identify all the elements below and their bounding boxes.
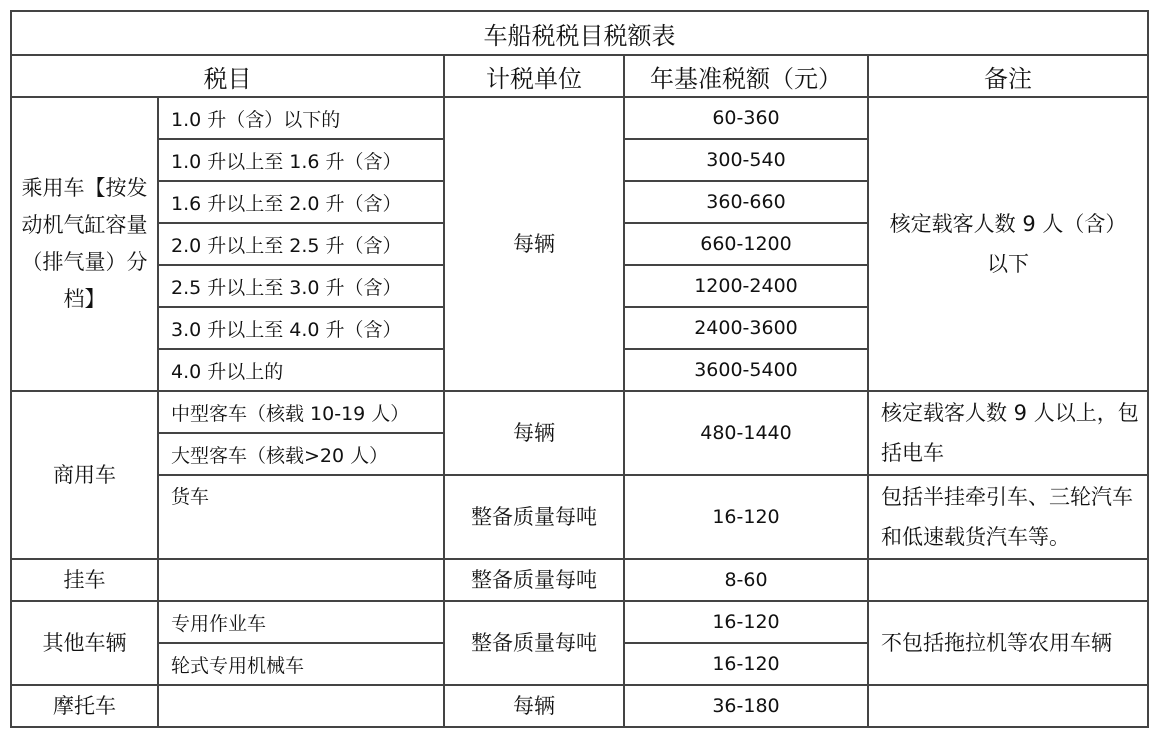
category-passenger: 乘用车【按发动机气缸容量（排气量）分档】 [11,97,158,391]
amount: 300-540 [624,139,868,181]
subitem: 大型客车（核载>20 人） [158,433,444,475]
note-bus: 核定载客人数 9 人以上，包括电车 [868,391,1148,475]
amount-truck: 16-120 [624,475,868,559]
category-trailer: 挂车 [11,559,158,601]
vehicle-vessel-tax-table [10,10,1149,728]
note-passenger: 核定载客人数 9 人（含）以下 [868,97,1148,391]
subitem: 4.0 升以上的 [158,349,444,391]
amount-bus: 480-1440 [624,391,868,475]
subitem-empty [158,685,444,727]
subitem: 轮式专用机械车 [158,643,444,685]
table-title: 车船税税目税额表 [11,11,1148,55]
subitem: 2.5 升以上至 3.0 升（含） [158,265,444,307]
table-row [11,559,1148,601]
subitem: 中型客车（核载 10-19 人） [158,391,444,433]
category-other: 其他车辆 [11,601,158,685]
header-item: 税目 [11,55,444,97]
unit-motorcycle: 每辆 [444,685,624,727]
subitem: 1.6 升以上至 2.0 升（含） [158,181,444,223]
category-commercial: 商用车 [11,391,158,559]
amount: 60-360 [624,97,868,139]
unit-trailer: 整备质量每吨 [444,559,624,601]
note-empty [868,685,1148,727]
note-truck: 包括半挂牵引车、三轮汽车和低速载货汽车等。 [868,475,1148,559]
subitem: 2.0 升以上至 2.5 升（含） [158,223,444,265]
subitem: 1.0 升以上至 1.6 升（含） [158,139,444,181]
subitem: 3.0 升以上至 4.0 升（含） [158,307,444,349]
tax-table-wrapper [10,10,1149,728]
header-note: 备注 [868,55,1148,97]
amount-trailer: 8-60 [624,559,868,601]
table-row [11,601,1148,643]
header-amount: 年基准税额（元） [624,55,868,97]
unit-bus: 每辆 [444,391,624,475]
amount: 3600-5400 [624,349,868,391]
amount-motorcycle: 36-180 [624,685,868,727]
unit-truck: 整备质量每吨 [444,475,624,559]
category-motorcycle: 摩托车 [11,685,158,727]
amount: 1200-2400 [624,265,868,307]
note-other: 不包括拖拉机等农用车辆 [868,601,1148,685]
amount: 16-120 [624,643,868,685]
unit-passenger: 每辆 [444,97,624,391]
table-row [11,391,1148,433]
amount: 360-660 [624,181,868,223]
table-row [11,97,1148,139]
amount: 16-120 [624,601,868,643]
unit-other: 整备质量每吨 [444,601,624,685]
subitem: 1.0 升（含）以下的 [158,97,444,139]
note-empty [868,559,1148,601]
subitem-empty [158,559,444,601]
table-row [11,685,1148,727]
amount: 660-1200 [624,223,868,265]
table-row [11,475,1148,559]
subitem: 专用作业车 [158,601,444,643]
header-unit: 计税单位 [444,55,624,97]
amount: 2400-3600 [624,307,868,349]
subitem-truck: 货车 [158,475,444,559]
